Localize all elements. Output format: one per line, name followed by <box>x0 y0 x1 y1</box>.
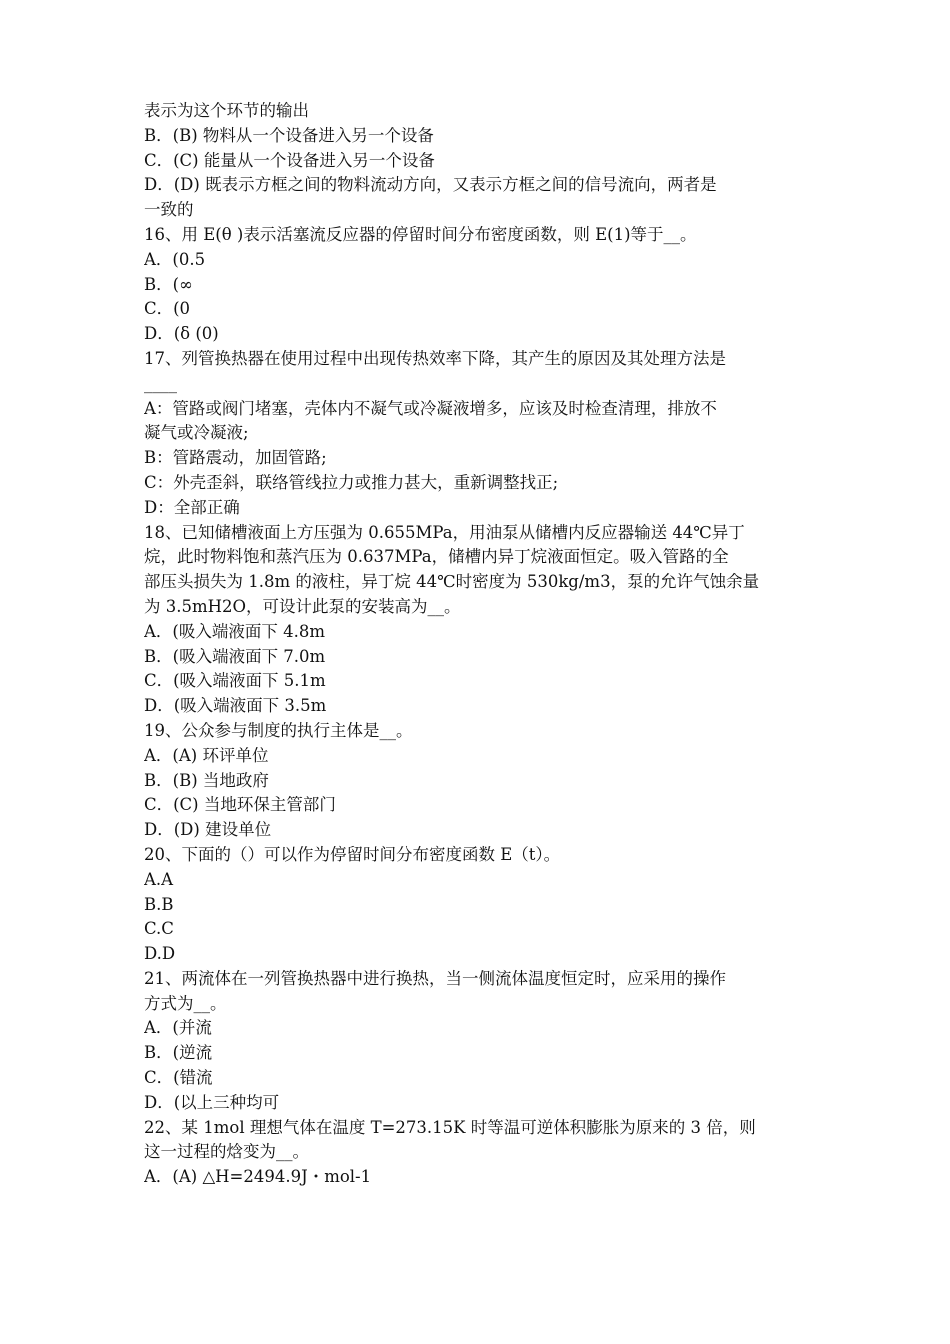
text-line: D：全部正确 <box>144 497 240 517</box>
text-line: D．(吸入端液面下 3.5m <box>144 696 327 716</box>
text-line: B．(逆流 <box>144 1043 213 1063</box>
text-line: D．(D) 建设单位 <box>144 820 272 840</box>
text-line: 表示为这个环节的输出 <box>144 101 309 120</box>
text-line: B．(B) 当地政府 <box>144 770 269 790</box>
text-line: D．(以上三种均可 <box>144 1092 280 1112</box>
text-line: C：外壳歪斜，联络管线拉力或推力甚大，重新调整找正; <box>144 472 559 492</box>
document-body <box>144 99 810 1190</box>
text-line: D．(δ (0) <box>144 324 219 344</box>
text-line: C．(C) 能量从一个设备进入另一个设备 <box>144 150 435 170</box>
text-line: 20、下面的（）可以作为停留时间分布密度函数 E（t）。 <box>144 844 561 864</box>
text-line: C．(C) 当地环保主管部门 <box>144 795 336 815</box>
text-line: 凝气或冷凝液; <box>144 423 249 443</box>
text-line: C．(错流 <box>144 1068 213 1088</box>
text-line: B．(B) 物料从一个设备进入另一个设备 <box>144 125 434 145</box>
text-line: D.D <box>144 944 176 964</box>
text-line: 18、已知储槽液面上方压强为 0.655MPa，用油泵从储槽内反应器输送 44℃异丁 <box>144 522 745 542</box>
text-line: B：管路震动，加固管路; <box>144 448 327 468</box>
text-line: 一致的 <box>144 200 194 220</box>
text-line: A.A <box>144 869 174 889</box>
text-line: ____ <box>144 373 177 393</box>
text-line: B.B <box>144 894 174 914</box>
text-line: 方式为__。 <box>144 993 227 1013</box>
text-line: A：管路或阀门堵塞，壳体内不凝气或冷凝液增多，应该及时检查清理，排放不 <box>144 398 717 418</box>
text-line: 16、用 E(θ )表示活塞流反应器的停留时间分布密度函数，则 E(1)等于__。 <box>144 224 697 244</box>
text-line: 烷，此时物料饱和蒸汽压为 0.637MPa，储槽内异丁烷液面恒定。吸入管路的全 <box>144 547 729 567</box>
text-line: A．(吸入端液面下 4.8m <box>144 621 325 641</box>
text-line: D．(D) 既表示方框之间的物料流动方向，又表示方框之间的信号流向，两者是 <box>144 175 717 195</box>
text-line: A．(0.5 <box>144 249 206 269</box>
text-line: C．(吸入端液面下 5.1m <box>144 671 326 691</box>
text-line: B．(吸入端液面下 7.0m <box>144 646 326 666</box>
text-line: C．(0 <box>144 299 191 319</box>
text-line: A．(A) 环评单位 <box>144 745 269 765</box>
text-line: 22、某 1mol 理想气体在温度 T=273.15K 时等温可逆体积膨胀为原来的 3 倍，则 <box>144 1117 756 1137</box>
text-line: 19、公众参与制度的执行主体是__。 <box>144 720 413 740</box>
text-line: A．(A) △H=2494.9J・mol-1 <box>144 1167 372 1187</box>
text-line: 部压头损失为 1.8m 的液柱，异丁烷 44℃时密度为 530kg/m3，泵的允许气蚀余量 <box>144 572 760 592</box>
text-line: 这一过程的焓变为__。 <box>144 1142 309 1162</box>
text-line: 为 3.5mH2O，可设计此泵的安装高为__。 <box>144 596 461 616</box>
text-line: 21、两流体在一列管换热器中进行换热，当一侧流体温度恒定时，应采用的操作 <box>144 968 726 988</box>
text-line: A．(并流 <box>144 1018 212 1038</box>
text-line: B．(∞ <box>144 274 193 294</box>
text-line: C.C <box>144 919 174 939</box>
text-line: 17、列管换热器在使用过程中出现传热效率下降，其产生的原因及其处理方法是 <box>144 348 726 368</box>
